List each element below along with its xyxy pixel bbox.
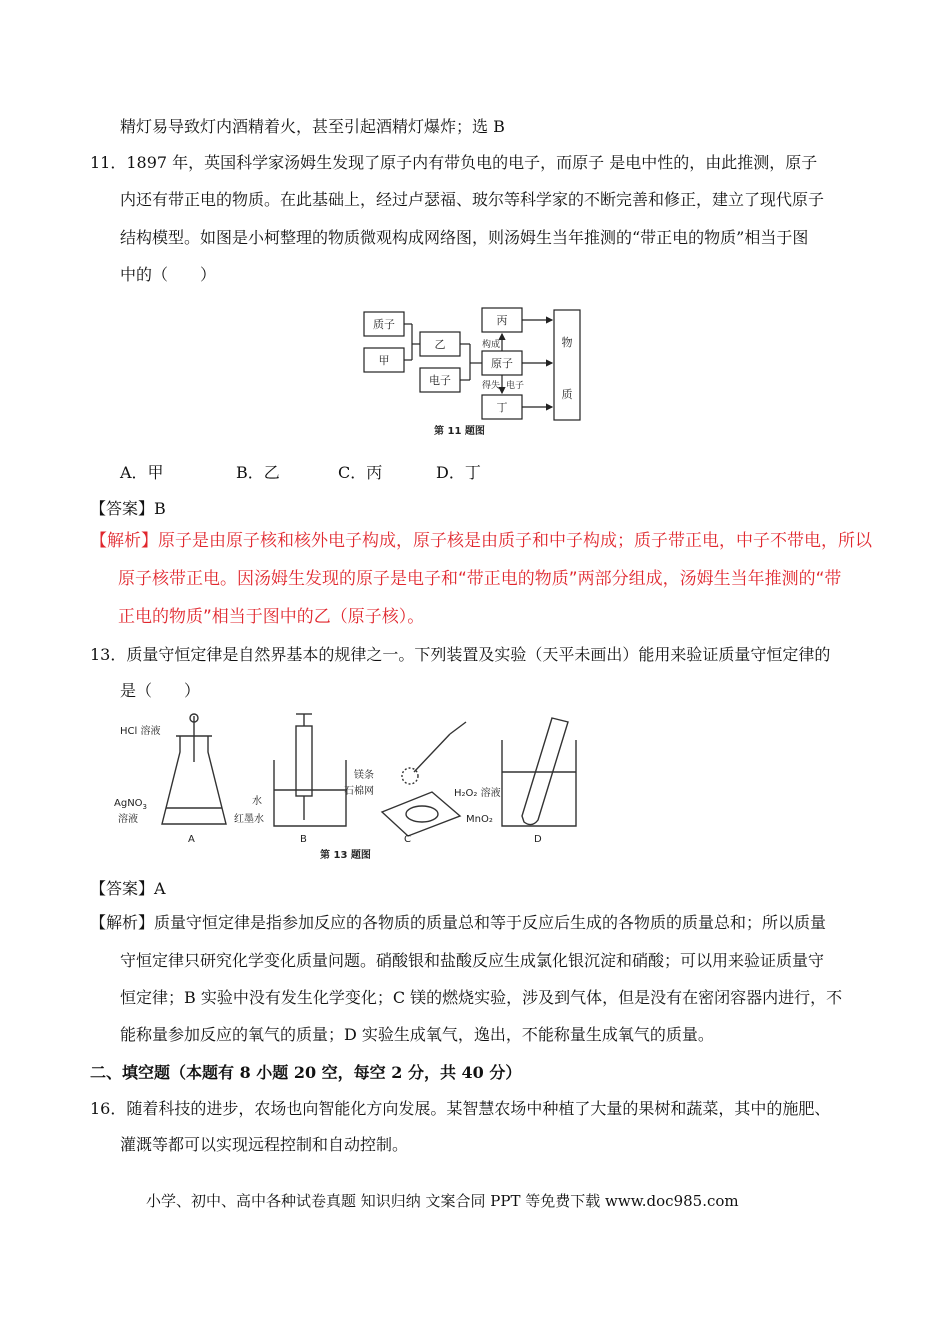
gauze-c bbox=[382, 792, 460, 836]
q11-option-c: C．丙 bbox=[338, 463, 383, 482]
q13-analysis-4: 能称量参加反应的氧气的质量；D 实验生成氧气，逸出，不能称量生成氧气的质量。 bbox=[120, 1025, 714, 1044]
q11-answer: 【答案】B bbox=[90, 499, 166, 518]
label-a: A bbox=[188, 834, 195, 845]
section-2-heading: 二、填空题（本题有 8 小题 20 空，每空 2 分，共 40 分） bbox=[90, 1063, 522, 1082]
test-tube-d bbox=[522, 718, 568, 825]
q13-analysis-1: 【解析】质量守恒定律是指参加反应的各物质的质量总和等于反应后生成的各物质的质量总和；所以质量 bbox=[90, 913, 827, 932]
agno3-rongye-label: 溶液 bbox=[118, 814, 138, 825]
zhizi-label: 质子 bbox=[373, 318, 395, 331]
beaker-b bbox=[274, 760, 346, 826]
jia-label: 甲 bbox=[378, 354, 390, 367]
q13-analysis-3: 恒定律；B 实验中没有发生化学变化；C 镁的燃烧实验，涉及到气体，但是没有在密闭容器内进行，不 bbox=[120, 988, 843, 1007]
q11-option-b: B．乙 bbox=[236, 463, 280, 482]
page-footer: 小学、初中、高中各种试卷真题 知识归纳 文案合同 PPT 等免费下载 www.doc985.com bbox=[146, 1192, 739, 1210]
dianzi-label: 电子 bbox=[429, 374, 451, 387]
hcl-label: HCl 溶液 bbox=[120, 726, 161, 737]
beaker-d bbox=[502, 740, 576, 826]
q11-network-diagram bbox=[358, 302, 588, 442]
wuzhi-label-2: 质 bbox=[561, 388, 573, 401]
q11-line-1: 11．1897 年，英国科学家汤姆生发现了原子内有带负电的电子，而原子 是电中性的，由此推测，原子 bbox=[90, 153, 818, 172]
q13-line-1: 13．质量守恒定律是自然界基本的规律之一。下列装置及实验（天平未画出）能用来验证质量守恒定律的 bbox=[90, 645, 831, 664]
agno3-label: AgNO$_3$ bbox=[114, 798, 148, 811]
label-c: C bbox=[404, 834, 411, 845]
yuanzi-label: 原子 bbox=[491, 357, 513, 370]
q11-analysis-2: 原子核带正电。因汤姆生发现的原子是电子和“带正电的物质”两部分组成，汤姆生当年推测的“带 bbox=[118, 569, 842, 589]
continuation-text: 精灯易导致灯内酒精着火，甚至引起酒精灯爆炸；选 B bbox=[120, 117, 505, 136]
label-d: D bbox=[534, 834, 542, 845]
goucheng-label: 构成 bbox=[482, 340, 501, 350]
label-b: B bbox=[300, 834, 307, 845]
q13-line-2: 是（ ） bbox=[120, 681, 201, 700]
q13-apparatus-figure bbox=[92, 712, 592, 862]
bing-label: 丙 bbox=[496, 314, 508, 327]
dianzi2-label: 电子 bbox=[506, 381, 525, 391]
q16-line-1: 16．随着科技的进步，农场也向智能化方向发展。某智慧农场中种植了大量的果树和蔬菜，其中的施肥、 bbox=[90, 1099, 831, 1118]
q11-option-a: A．甲 bbox=[120, 463, 164, 482]
ding-label: 丁 bbox=[496, 401, 508, 414]
q11-analysis-1: 【解析】原子是由原子核和核外电子构成，原子核是由质子和中子构成；质子带正电，中子不带电，所以 bbox=[90, 531, 872, 551]
q13-answer: 【答案】A bbox=[90, 879, 166, 898]
tongs bbox=[414, 734, 450, 772]
wuzhi-label-1: 物 bbox=[561, 336, 573, 349]
shui-label: 水 bbox=[252, 796, 262, 807]
deshi-label: 得失 bbox=[482, 381, 501, 391]
h2o2-label: H₂O₂ 溶液 bbox=[454, 788, 501, 799]
q13-analysis-2: 守恒定律只研究化学变化质量问题。硝酸银和盐酸反应生成氯化银沉淀和硝酸；可以用来验证质量守 bbox=[120, 951, 825, 970]
mno2-label: MnO₂ bbox=[466, 814, 493, 825]
q11-line-2: 内还有带正电的物质。在此基础上，经过卢瑟福、玻尔等科学家的不断完善和修正，建立了现代原子 bbox=[120, 190, 825, 209]
yi-label: 乙 bbox=[434, 338, 446, 351]
wuzhi-box bbox=[554, 310, 580, 420]
q11-analysis-3: 正电的物质”相当于图中的乙（原子核）。 bbox=[118, 607, 425, 627]
hongmoshui-label: 红墨水 bbox=[234, 814, 264, 825]
q11-line-3: 结构模型。如图是小柯整理的物质微观构成网络图，则汤姆生当年推测的“带正电的物质”相当于图 bbox=[120, 228, 809, 247]
q13-caption: 第 13 题图 bbox=[320, 850, 371, 861]
shimianwang-label: 石棉网 bbox=[344, 786, 374, 797]
q11-option-d: D．丁 bbox=[436, 463, 481, 482]
q16-line-2: 灌溉等都可以实现远程控制和自动控制。 bbox=[120, 1135, 409, 1154]
q11-caption: 第 11 题图 bbox=[434, 426, 485, 437]
meitiao-label: 镁条 bbox=[354, 770, 374, 781]
q11-line-4: 中的（ ） bbox=[120, 265, 217, 284]
